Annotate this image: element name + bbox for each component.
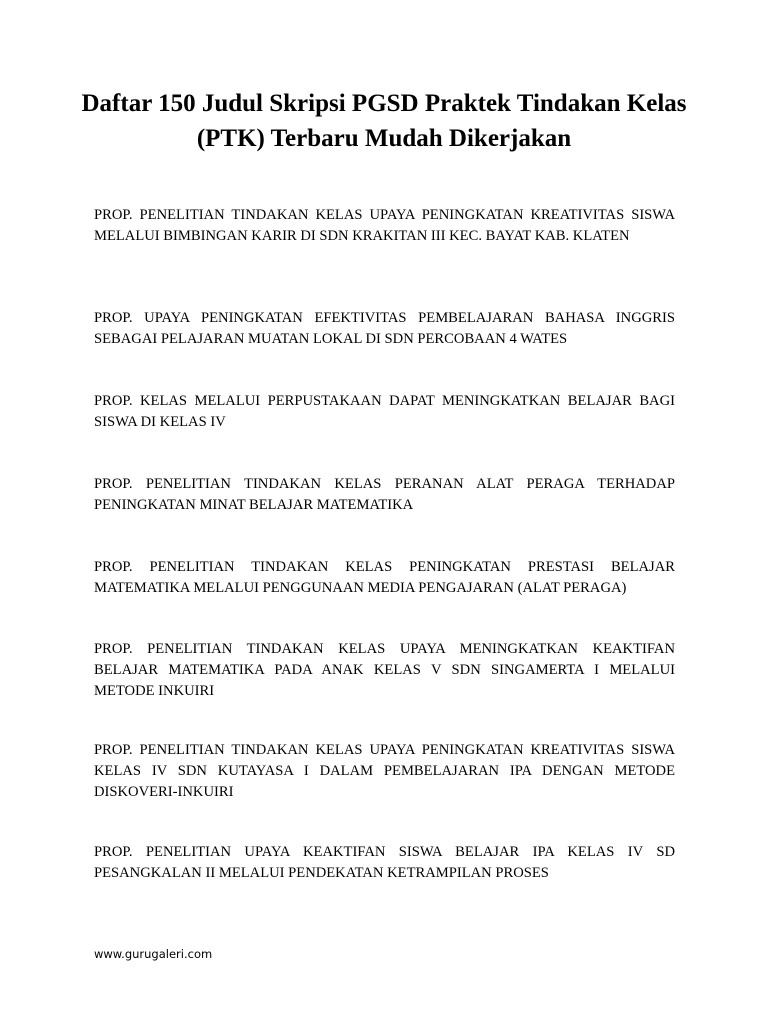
list-item: PROP. PENELITIAN TINDAKAN KELAS UPAYA PENINGKATAN KREATIVITAS SISWA MELALUI BIMBINGAN KARIR DI SDN KRAKITAN III KEC. BAYAT KAB. KLATEN — [94, 207, 675, 244]
footer-url[interactable]: www.gurugaleri.com — [94, 947, 213, 961]
list-item: PROP. KELAS MELALUI PERPUSTAKAAN DAPAT MENINGKATKAN BELAJAR BAGI SISWA DI KELAS IV — [94, 393, 675, 430]
list-item: PROP. PENELITIAN UPAYA KEAKTIFAN SISWA BELAJAR IPA KELAS IV SD PESANGKALAN II MELALUI PENDEKATAN KETRAMPILAN PROSES — [94, 844, 675, 881]
list-item: PROP. PENELITIAN TINDAKAN KELAS PERANAN ALAT PERAGA TERHADAP PENINGKATAN MINAT BELAJAR MATEMATIKA — [94, 476, 675, 513]
list-item: PROP. UPAYA PENINGKATAN EFEKTIVITAS PEMBELAJARAN BAHASA INGGRIS SEBAGAI PELAJARAN MUATAN LOKAL DI SDN PERCOBAAN 4 WATES — [94, 310, 675, 347]
list-item: PROP. PENELITIAN TINDAKAN KELAS UPAYA MENINGKATKAN KEAKTIFAN BELAJAR MATEMATIKA PADA ANAK KELAS V SDN SINGAMERTA I MELALUI METODE INKUIRI — [94, 641, 675, 699]
list-item: PROP. PENELITIAN TINDAKAN KELAS PENINGKATAN PRESTASI BELAJAR MATEMATIKA MELALUI PENGGUNAAN MEDIA PENGAJARAN (ALAT PERAGA) — [94, 559, 675, 596]
list-item: PROP. PENELITIAN TINDAKAN KELAS UPAYA PENINGKATAN KREATIVITAS SISWA KELAS IV SDN KUTAYASA I DALAM PEMBELAJARAN IPA DENGAN METODE DISKOVERI-INKUIRI — [94, 742, 675, 800]
page-title: Daftar 150 Judul Skripsi PGSD Praktek Tindakan Kelas (PTK) Terbaru Mudah Dikerjakan — [81, 90, 687, 152]
